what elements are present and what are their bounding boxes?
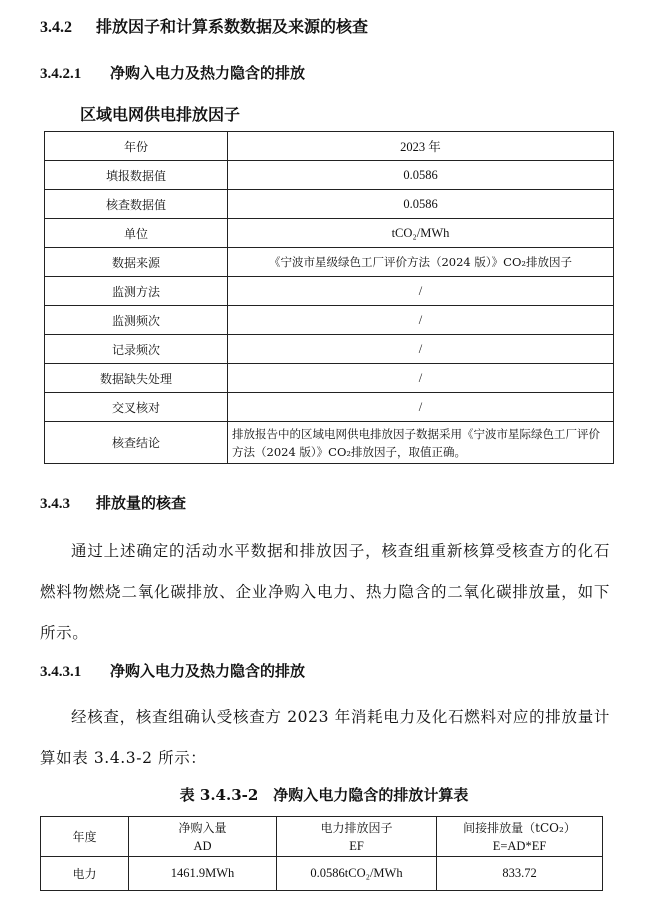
row-value: / (228, 335, 614, 364)
body-paragraph: 通过上述确定的活动水平数据和排放因子，核查组重新核算受核查方的化石燃料物燃烧二氧化碳排放、企业净购入电力、热力隐含的二氧化碳排放量，如下所示。 (40, 542, 610, 642)
row-value: / (228, 393, 614, 422)
header-ad-symbol: AD (193, 838, 212, 853)
table-row (41, 857, 603, 891)
table-row (45, 190, 614, 219)
section-heading-3-4-3 (40, 492, 186, 513)
table-subtitle: 区域电网供电排放因子 (80, 105, 241, 124)
row-value: / (228, 364, 614, 393)
section-number: 3.4.2 (40, 19, 72, 36)
emission-calc-table (40, 816, 603, 891)
row-value: 2023 年 (228, 132, 614, 161)
section-number: 3.4.3.1 (40, 664, 82, 680)
row-value: tCO₂/MWh (228, 219, 614, 248)
table-header-row (41, 817, 603, 857)
row-label: 数据来源 (45, 248, 228, 277)
table-row (45, 393, 614, 422)
header-ef (277, 817, 437, 857)
row-label: 数据缺失处理 (45, 364, 228, 393)
row-value: 排放报告中的区域电网供电排放因子数据采用《宁波市星际绿色工厂评价方法（2024 版）》CO₂排放因子，取值正确。 (228, 422, 614, 464)
row-ad: 1461.9MWh (129, 857, 277, 891)
table-caption: 表 3.4.3-2 净购入电力隐含的排放计算表 (179, 786, 469, 804)
row-year: 电力 (41, 857, 129, 891)
table-row (45, 248, 614, 277)
table-row (45, 335, 614, 364)
row-ef: 0.0586tCO₂/MWh (277, 857, 437, 891)
row-value: / (228, 277, 614, 306)
table-row (45, 277, 614, 306)
section-heading-3-4-2 (40, 14, 368, 37)
table-row (45, 132, 614, 161)
row-value: 0.0586 (228, 161, 614, 190)
row-label: 监测方法 (45, 277, 228, 306)
section-heading-3-4-3-1 (40, 660, 305, 681)
body-paragraph: 经核查，核查组确认受核查方 2023 年消耗电力及化石燃料对应的排放量计算如表 3.4.3-2 所示： (40, 708, 610, 767)
emission-factor-table (44, 131, 614, 464)
header-ad-label: 净购入量 (178, 820, 227, 835)
table-row (45, 364, 614, 393)
row-e: 833.72 (437, 857, 603, 891)
section-title: 净购入电力及热力隐含的排放 (110, 64, 306, 82)
section-number: 3.4.2.1 (40, 66, 82, 82)
section-title: 排放量的核查 (96, 494, 187, 512)
row-value: 0.0586 (228, 190, 614, 219)
header-e (437, 817, 603, 857)
row-label: 单位 (45, 219, 228, 248)
section-title: 净购入电力及热力隐含的排放 (110, 662, 306, 680)
section-heading-3-4-2-1 (40, 62, 305, 83)
header-ad (129, 817, 277, 857)
header-e-formula: E=AD*EF (492, 838, 547, 853)
row-label: 监测频次 (45, 306, 228, 335)
row-label: 交叉核对 (45, 393, 228, 422)
table-row (45, 422, 614, 464)
section-number: 3.4.3 (40, 496, 70, 512)
header-year: 年度 (41, 817, 129, 857)
table-row (45, 161, 614, 190)
header-ef-symbol: EF (349, 838, 364, 853)
row-value: 《宁波市星级绿色工厂评价方法（2024 版）》CO₂排放因子 (228, 248, 614, 277)
section-title: 排放因子和计算系数数据及来源的核查 (96, 17, 369, 36)
table-row (45, 219, 614, 248)
row-label: 填报数据值 (45, 161, 228, 190)
row-label: 核查数据值 (45, 190, 228, 219)
table-row (45, 306, 614, 335)
row-label: 记录频次 (45, 335, 228, 364)
row-label: 核查结论 (45, 422, 228, 464)
header-ef-label: 电力排放因子 (320, 820, 393, 835)
row-label: 年份 (45, 132, 228, 161)
row-value: / (228, 306, 614, 335)
header-e-label: 间接排放量（tCO₂） (463, 820, 576, 835)
